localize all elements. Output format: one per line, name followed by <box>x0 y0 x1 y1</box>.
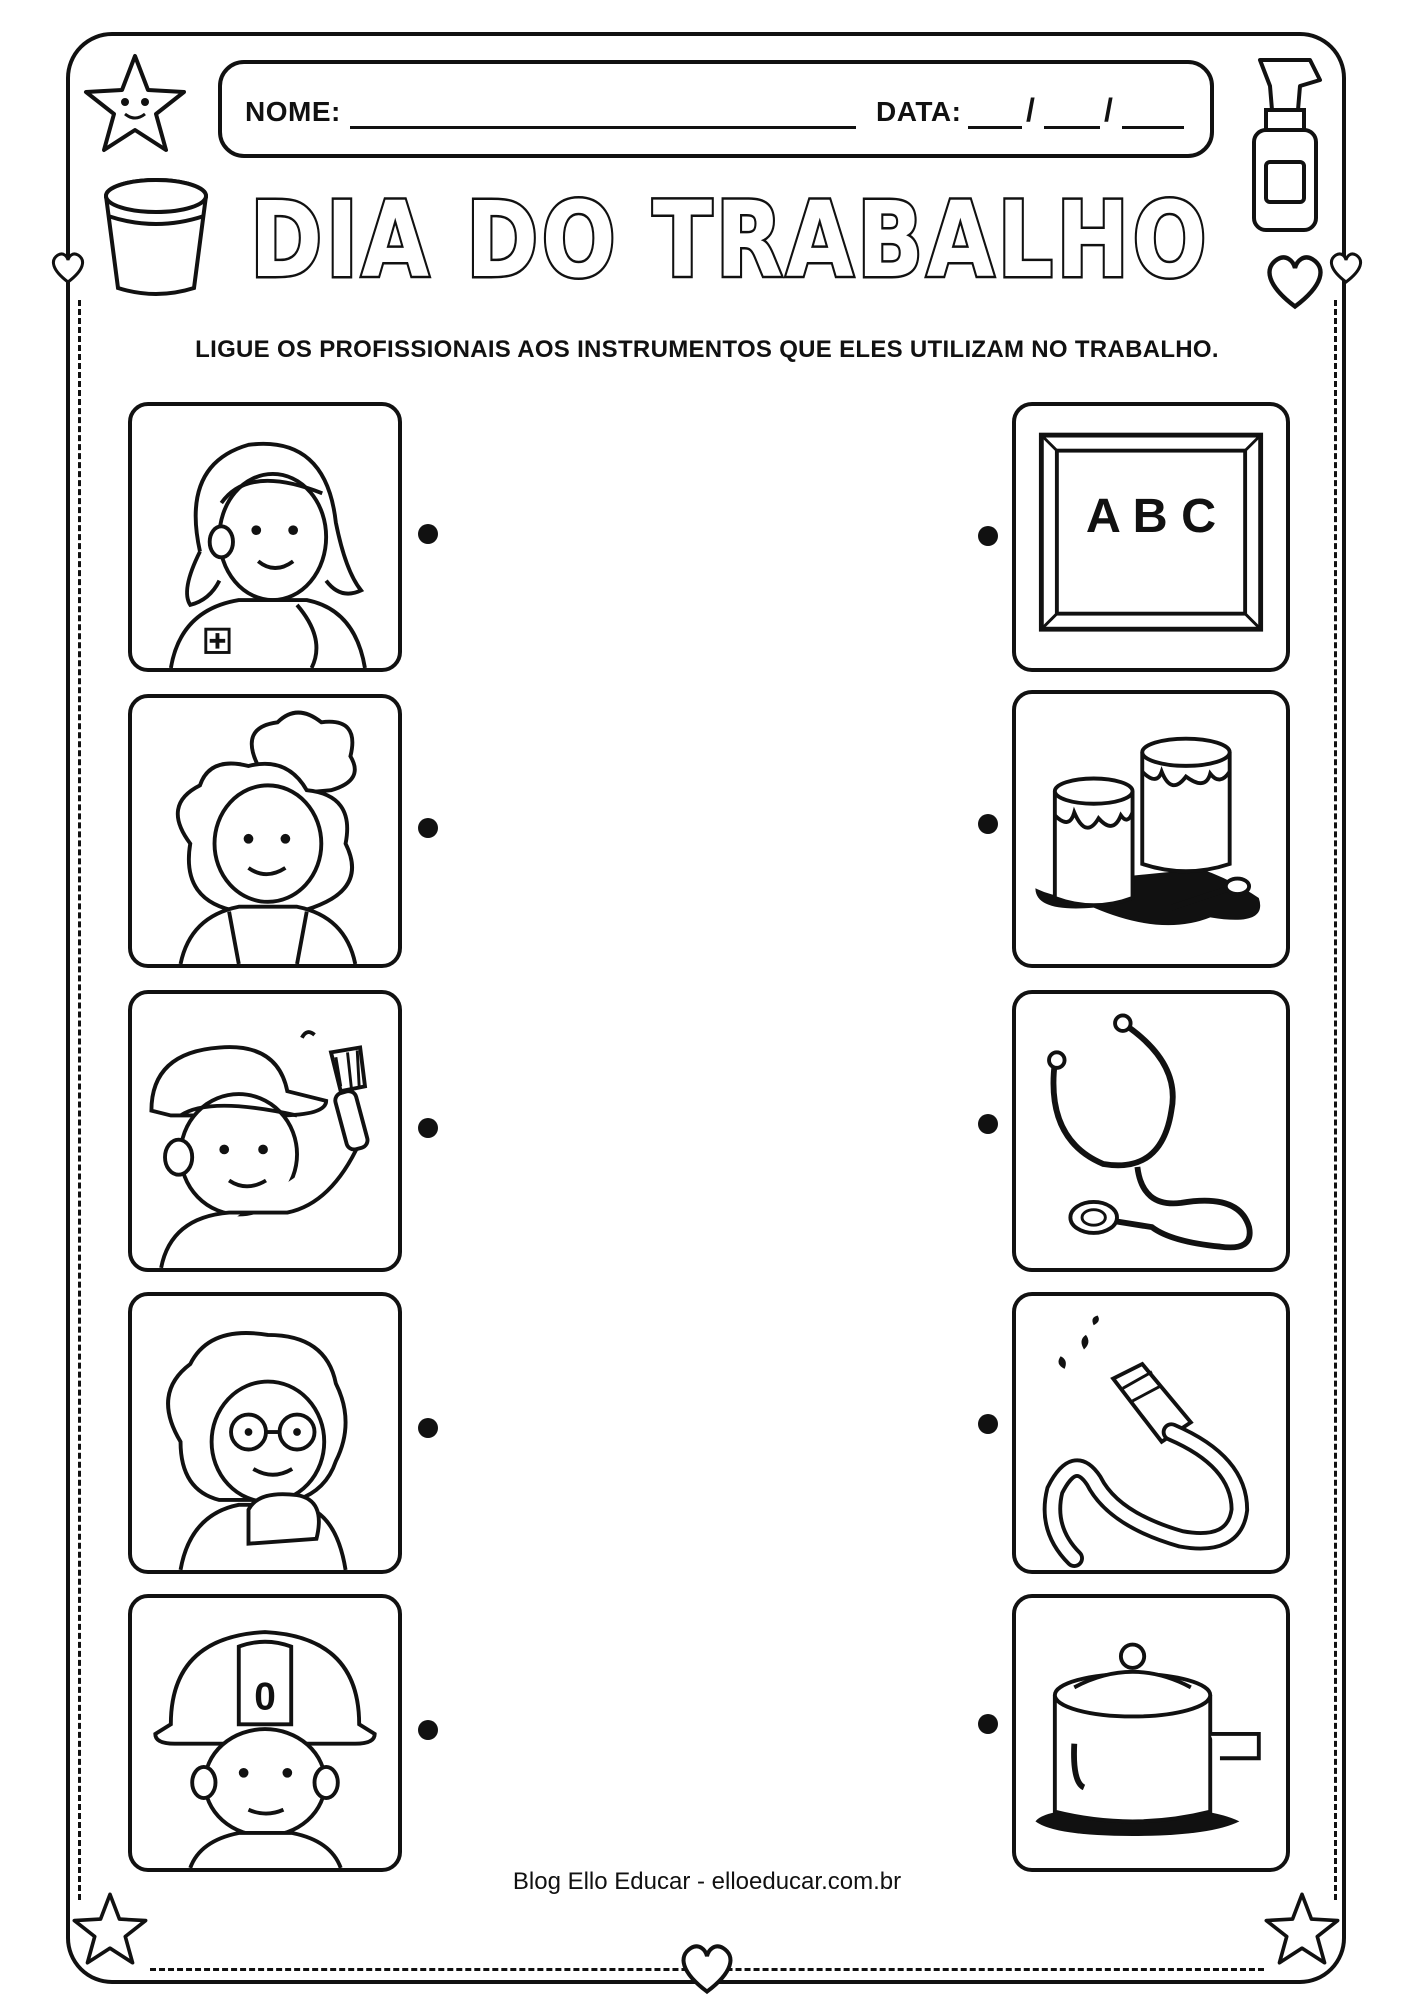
fire-hose-icon <box>1016 1296 1286 1570</box>
cooking-pot-icon <box>1016 1598 1286 1868</box>
instrument-card-stethoscope <box>1012 990 1290 1272</box>
heart-icon <box>48 250 88 286</box>
teacher-icon <box>132 1296 398 1570</box>
instrument-card-cooking-pot <box>1012 1594 1290 1872</box>
firefighter-icon <box>132 1598 398 1868</box>
chef-icon <box>132 698 398 964</box>
professional-dot-firefighter[interactable] <box>418 1720 438 1740</box>
professional-card-doctor <box>128 402 402 672</box>
instrument-dot-fire-hose[interactable] <box>978 1414 998 1434</box>
date-label: DATA: <box>876 96 962 127</box>
professional-dot-painter[interactable] <box>418 1118 438 1138</box>
page-title <box>240 179 1220 301</box>
professional-dot-teacher[interactable] <box>418 1418 438 1438</box>
instrument-card-chalkboard <box>1012 402 1290 672</box>
heart-icon <box>1260 250 1330 314</box>
heart-icon <box>1326 250 1366 286</box>
dashed-border-right <box>1334 300 1337 1900</box>
bucket-icon <box>96 170 216 300</box>
professional-card-chef <box>128 694 402 968</box>
svg-text:0: 0 <box>254 1675 276 1719</box>
footer-credit: Blog Ello Educar - elloeducar.com.br <box>512 1868 902 1895</box>
date-year-line[interactable] <box>1122 126 1184 129</box>
professional-dot-doctor[interactable] <box>418 524 438 544</box>
professional-card-teacher <box>128 1292 402 1574</box>
name-label: NOME: <box>245 96 341 127</box>
chalkboard-icon <box>1016 406 1286 668</box>
instrument-card-fire-hose <box>1012 1292 1290 1574</box>
instrument-dot-stethoscope[interactable] <box>978 1114 998 1134</box>
paint-cans-icon <box>1016 694 1286 964</box>
date-separator: / <box>1104 92 1113 128</box>
page-title-text: DIA DO TRABALHO <box>250 179 1210 301</box>
instrument-dot-chalkboard[interactable] <box>978 526 998 546</box>
professional-dot-chef[interactable] <box>418 818 438 838</box>
professional-card-firefighter <box>128 1594 402 1872</box>
header-box <box>218 60 1214 158</box>
spray-bottle-icon <box>1240 50 1330 240</box>
professional-card-painter <box>128 990 402 1272</box>
smiling-star-icon <box>80 50 190 160</box>
chalkboard-text: A B C <box>1085 489 1217 544</box>
painter-icon <box>132 994 398 1268</box>
dashed-border-left <box>78 300 81 1900</box>
star-icon <box>70 1890 150 1970</box>
date-month-line[interactable] <box>1044 126 1100 129</box>
instruction-text: LIGUE OS PROFISSIONAIS AOS INSTRUMENTOS QUE ELES UTILIZAM NO TRABALHO. <box>195 336 1219 363</box>
instrument-card-paint-cans <box>1012 690 1290 968</box>
star-icon <box>1262 1890 1342 1970</box>
doctor-icon <box>132 406 398 668</box>
date-day-line[interactable] <box>968 126 1022 129</box>
date-separator: / <box>1026 92 1035 128</box>
name-input-line[interactable] <box>350 126 856 129</box>
heart-icon <box>674 1940 740 1998</box>
stethoscope-icon <box>1016 994 1286 1268</box>
instrument-dot-cooking-pot[interactable] <box>978 1714 998 1734</box>
instrument-dot-paint-cans[interactable] <box>978 814 998 834</box>
